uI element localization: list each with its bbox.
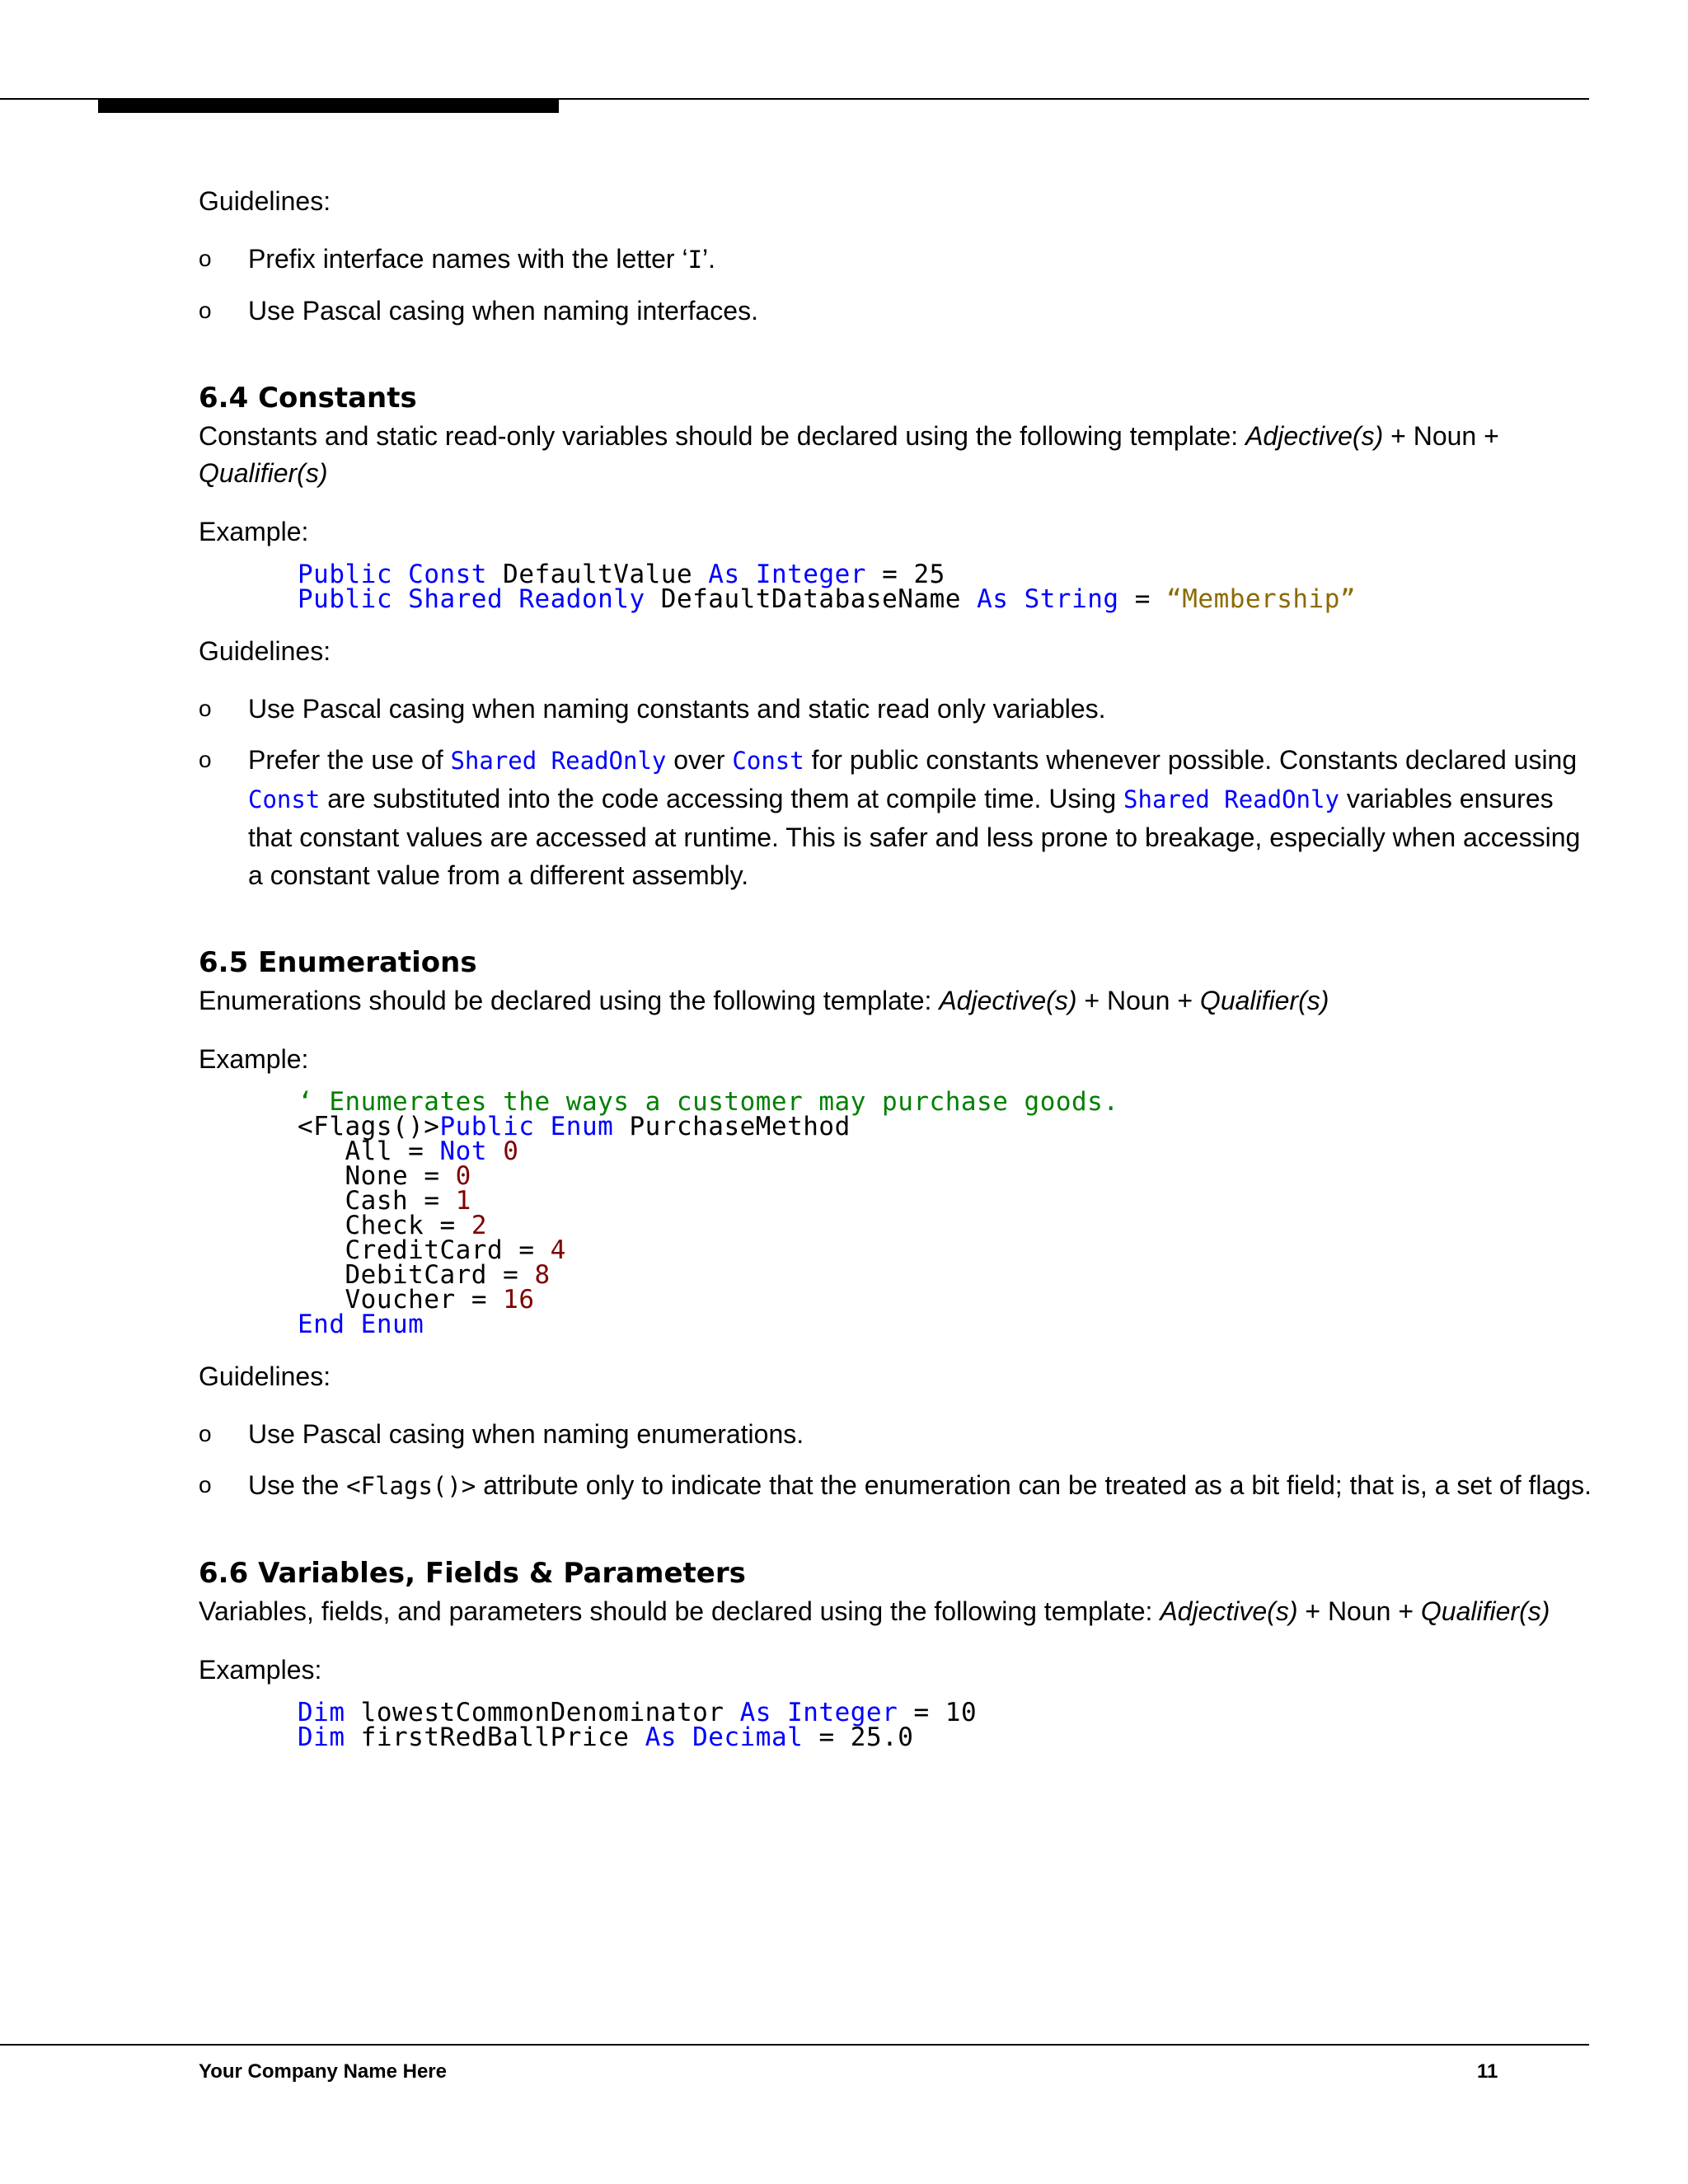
- inline-code: <Flags()>: [346, 1471, 476, 1500]
- footer-page-number: 11: [1477, 2060, 1498, 2083]
- code-token: 25.0: [850, 1722, 914, 1752]
- guidelines-label: Guidelines:: [199, 1361, 331, 1391]
- code-token: DefaultDatabaseName: [660, 583, 961, 614]
- code-block-constants: [298, 559, 1592, 614]
- code-token: As: [645, 1722, 677, 1752]
- list-item: [199, 292, 1592, 330]
- code-token: Public: [298, 583, 392, 614]
- section-heading-enumerations: 6.5 Enumerations: [199, 945, 477, 979]
- list-item: [199, 240, 1592, 279]
- code-token: “Membership”: [1166, 583, 1357, 614]
- enum-member-value: 8: [534, 1259, 551, 1290]
- code-block-enumerations: [298, 1086, 1592, 1339]
- code-token: =: [882, 559, 898, 589]
- intro-noun: + Noun +: [1383, 421, 1499, 452]
- bullet-text: variables ensures that constant values are accessed at runtime. This is safer and less prone to breakage, especially when accessing a constant value from a different assembly.: [248, 783, 1581, 890]
- enum-member-name: None: [345, 1160, 409, 1191]
- bullet-text: for public constants whenever possible. Constants declared using: [804, 744, 1578, 775]
- intro-text: Enumerations should be declared using the following template:: [199, 986, 940, 1016]
- code-token: Decimal: [692, 1722, 804, 1752]
- code-token: lowestCommonDenominator: [360, 1697, 724, 1727]
- code-token: Dim: [298, 1697, 345, 1727]
- code-token: =: [503, 1259, 519, 1290]
- enum-member-name: Cash: [345, 1185, 409, 1216]
- list-item: [199, 1415, 1592, 1453]
- intro-qualifier: Qualifier(s): [1199, 986, 1329, 1016]
- interface-guidelines: [199, 240, 1592, 330]
- bullet-text: Use the: [248, 1469, 347, 1500]
- intro-qualifier: Qualifier(s): [199, 458, 328, 489]
- code-token: =: [471, 1284, 487, 1315]
- code-token: Public: [439, 1111, 535, 1141]
- code-token: 10: [945, 1697, 978, 1727]
- enum-member-name: Voucher: [345, 1284, 456, 1315]
- code-token: PurchaseMethod: [629, 1111, 851, 1141]
- bullet-text: Prefer the use of: [248, 744, 451, 775]
- code-token: Integer: [755, 559, 866, 589]
- bullet-text: ’.: [702, 243, 716, 274]
- enum-member-name: DebitCard: [345, 1259, 487, 1290]
- guidelines-label: Guidelines:: [199, 635, 331, 666]
- code-token: <Flags()>: [298, 1111, 440, 1141]
- code-token: Integer: [787, 1697, 898, 1727]
- enum-member-value: 4: [550, 1235, 566, 1265]
- section-heading-constants: 6.4 Constants: [199, 381, 417, 415]
- enum-member-name: CreditCard: [345, 1235, 504, 1265]
- code-token: firstRedBallPrice: [360, 1722, 630, 1752]
- bullet-marker: o: [199, 695, 212, 721]
- bullet-text: over: [666, 744, 733, 775]
- page-content: [199, 183, 1592, 1750]
- code-token: Not: [439, 1136, 488, 1166]
- section-intro: [199, 982, 1592, 1019]
- example-label: Example:: [199, 1043, 309, 1074]
- intro-noun: + Noun +: [1297, 1596, 1421, 1627]
- header-bar: [98, 98, 559, 113]
- intro-adjective: Adjective(s): [1245, 421, 1384, 452]
- code-token: =: [1134, 583, 1151, 614]
- inline-code: Shared ReadOnly: [1123, 785, 1339, 813]
- code-token: Readonly: [518, 583, 645, 614]
- bullet-text: Use Pascal casing when naming constants and static read only variables.: [248, 693, 1106, 724]
- bullet-text: Prefix interface names with the letter ‘: [248, 243, 688, 274]
- list-item: [199, 741, 1592, 894]
- code-token: =: [518, 1235, 535, 1265]
- code-token: DefaultValue: [503, 559, 693, 589]
- code-token: Public: [298, 559, 392, 589]
- inline-code: I: [687, 245, 703, 274]
- bullet-text: Use Pascal casing when naming interfaces.: [248, 295, 758, 326]
- intro-qualifier: Qualifier(s): [1420, 1596, 1550, 1627]
- enumerations-guidelines: [199, 1415, 1592, 1505]
- code-token: Shared: [408, 583, 504, 614]
- code-comment: ‘ Enumerates the ways a customer may purchase goods.: [298, 1086, 1119, 1117]
- enum-member-name: All: [345, 1136, 392, 1166]
- code-token: End: [298, 1309, 345, 1339]
- intro-text: Variables, fields, and parameters should be declared using the following template:: [199, 1596, 1160, 1627]
- examples-label: Examples:: [199, 1654, 322, 1685]
- enum-member-value: 0: [503, 1136, 519, 1166]
- enum-member-name: Check: [345, 1210, 424, 1240]
- code-token: =: [424, 1160, 440, 1191]
- code-token: Enum: [360, 1309, 424, 1339]
- code-token: Enum: [550, 1111, 614, 1141]
- bullet-marker: o: [199, 1471, 212, 1497]
- code-token: As: [977, 583, 1009, 614]
- bullet-marker: o: [199, 1420, 212, 1446]
- intro-text: Constants and static read-only variables should be declared using the following template:: [199, 421, 1246, 452]
- code-token: =: [818, 1722, 835, 1752]
- bullet-marker: o: [199, 746, 212, 772]
- intro-adjective: Adjective(s): [939, 986, 1077, 1016]
- enum-member-value: 1: [455, 1185, 471, 1216]
- example-label: Example:: [199, 516, 309, 546]
- code-token: String: [1024, 583, 1119, 614]
- code-token: As: [739, 1697, 771, 1727]
- constants-guidelines: [199, 690, 1592, 894]
- code-token: =: [913, 1697, 930, 1727]
- intro-adjective: Adjective(s): [1160, 1596, 1298, 1627]
- enum-member-value: 2: [471, 1210, 488, 1240]
- code-token: Const: [408, 559, 487, 589]
- guidelines-label: Guidelines:: [199, 186, 331, 216]
- code-token: =: [408, 1136, 424, 1166]
- code-token: As: [708, 559, 740, 589]
- bullet-text: attribute only to indicate that the enumeration can be treated as a bit field; that is, a set of flags.: [476, 1469, 1592, 1500]
- bullet-marker: o: [199, 297, 212, 323]
- code-token: =: [424, 1185, 440, 1216]
- bullet-text: Use Pascal casing when naming enumerations.: [248, 1418, 804, 1449]
- section-intro: [199, 1593, 1592, 1630]
- bullet-marker: o: [199, 245, 212, 271]
- section-heading-variables: 6.6 Variables, Fields & Parameters: [199, 1556, 746, 1590]
- enum-member-value: 0: [455, 1160, 471, 1191]
- footer-rule: [0, 2044, 1589, 2046]
- inline-code: Const: [248, 785, 321, 813]
- section-intro: [199, 418, 1592, 492]
- code-block-variables: [298, 1697, 1592, 1752]
- bullet-text: are substituted into the code accessing them at compile time. Using: [320, 783, 1124, 813]
- inline-code: Const: [732, 746, 804, 775]
- code-token: 25: [913, 559, 945, 589]
- list-item: [199, 1466, 1592, 1505]
- enum-member-value: 16: [503, 1284, 535, 1315]
- list-item: [199, 690, 1592, 728]
- code-token: =: [439, 1210, 456, 1240]
- intro-noun: + Noun +: [1076, 986, 1200, 1016]
- inline-code: Shared ReadOnly: [450, 746, 667, 775]
- code-token: Dim: [298, 1722, 345, 1752]
- footer-company: Your Company Name Here: [199, 2060, 447, 2083]
